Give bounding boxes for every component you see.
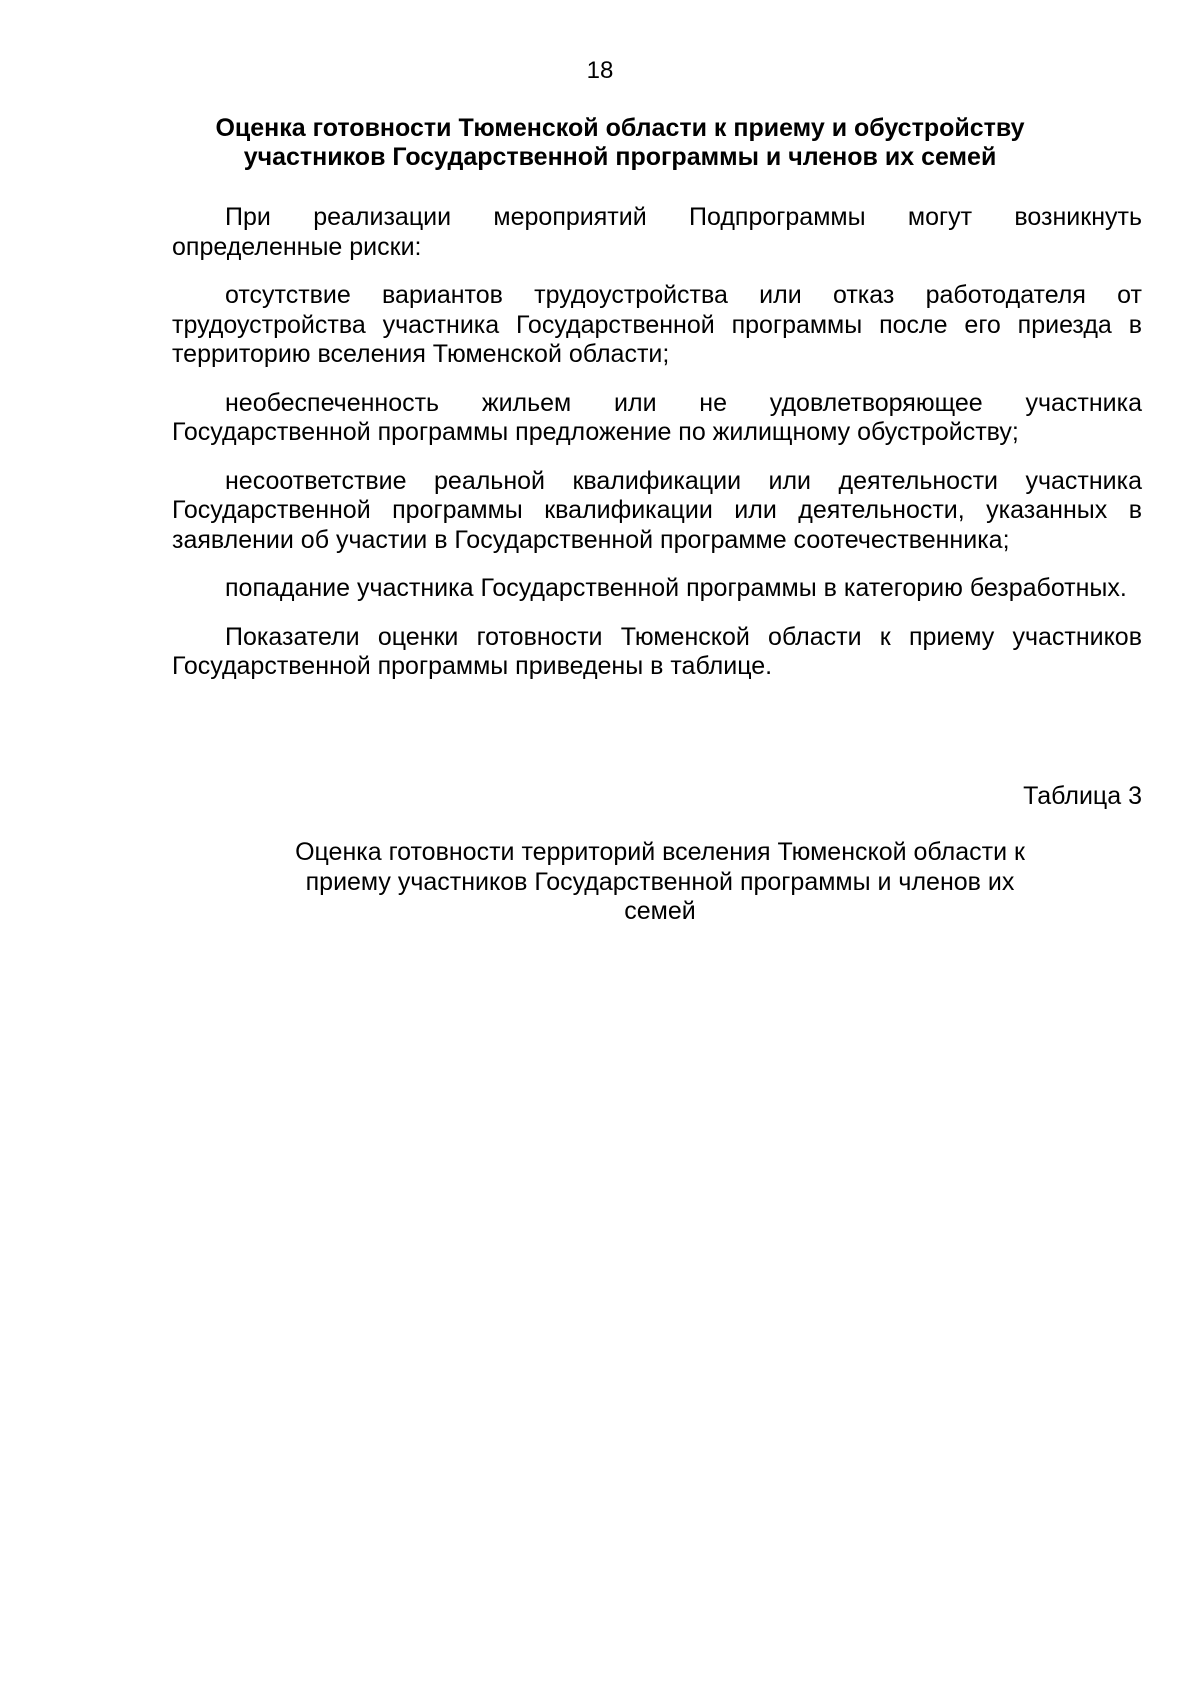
paragraph-risk-unemployment: попадание участника Государственной программы в категорию безработных. bbox=[225, 574, 1127, 602]
table-caption: Таблица 3 bbox=[1023, 782, 1142, 810]
paragraph-risk-housing: необеспеченность жильем или не удовлетворяющее участника Государственной программы предложение по жилищному обустройству; bbox=[172, 388, 1142, 446]
body-text bbox=[172, 203, 1142, 701]
paragraph-risk-qualification: несоответствие реальной квалификации или деятельности участника Государственной программы квалификации или деятельности, указанных в заявлении об участии в Государственной программе соотечественника; bbox=[172, 466, 1142, 554]
paragraph-indicators: Показатели оценки готовности Тюменской области к приему участников Государственной программы приведены в таблице. bbox=[172, 622, 1142, 680]
page-number: 18 bbox=[586, 57, 614, 84]
paragraph-risks-intro: При реализации мероприятий Подпрограммы могут возникнуть определенные риски: bbox=[172, 203, 1142, 261]
table-title: Оценка готовности территорий вселения Тюменской области к приему участников Государственной программы и членов их семей bbox=[295, 838, 1025, 925]
section-heading: Оценка готовности Тюменской области к приему и обустройству участников Государственной программы и членов их семей bbox=[215, 114, 1025, 171]
paragraph-risk-employment: отсутствие вариантов трудоустройства или отказ работодателя от трудоустройства участника Государственной программы после его приезда в территорию вселения Тюменской области; bbox=[172, 281, 1142, 368]
